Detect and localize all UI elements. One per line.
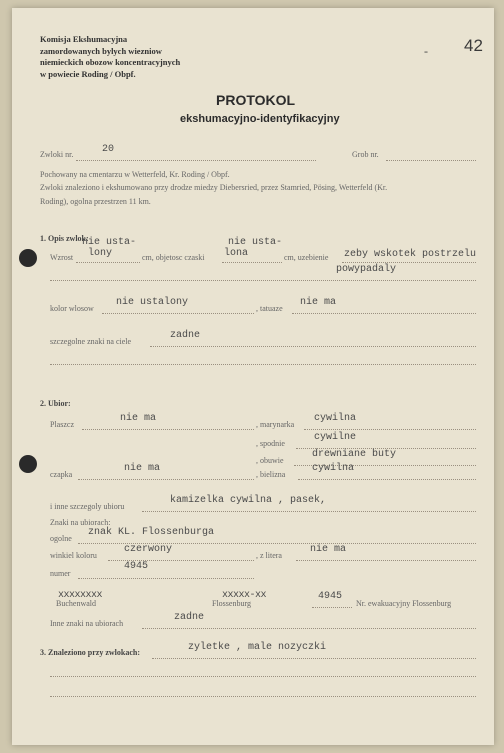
bielizna-value: cywilna [312, 463, 355, 474]
inne-znaki-value: zadne [174, 612, 205, 623]
czaszka-value-line2: lona [224, 248, 249, 259]
szczegolne-znaki-label: szczegolne znaki na ciele [50, 337, 132, 346]
ewakuacyjny-value: 4945 [318, 591, 343, 602]
czaszka-value-line1: nie usta- [228, 237, 283, 248]
flossenburg-strikeout: xxxxx-xx [222, 590, 267, 601]
cm-uzebienie-label: cm, uzebienie [284, 253, 329, 262]
znaki-na-ubiorach-label: Znaki na ubiorach: [50, 518, 111, 527]
inne-szczegoly-label: i inne szczegoly ubioru [50, 502, 125, 511]
znaleziono-value: zyletke , male nozyczki [188, 642, 327, 653]
litera-label: , z litera [256, 551, 282, 560]
punch-hole-top [19, 249, 37, 267]
protocol-sheet [12, 8, 494, 745]
szczegolne-znaki-value: zadne [170, 330, 201, 341]
winkiel-value: czerwony [124, 544, 173, 555]
page-number: 42 [464, 36, 483, 55]
buchenwald-strikeout: xxxxxxxx [58, 590, 103, 601]
numer-label: numer [50, 569, 71, 578]
header-line-3: niemieckich obozow koncentracyjnych [40, 57, 181, 67]
ogolne-label: ogolne [50, 534, 72, 543]
document-subtitle: ekshumacyjno-identyfikacyjny [180, 113, 340, 125]
inne-znaki-label: Inne znaki na ubiorach [50, 619, 124, 628]
znaleziono-text-1: Zwloki znaleziono i ekshumowano przy drodze miedzy Diebersried, przez Stamried, Pösing, Wetterfeld (Kr. [40, 183, 388, 192]
uzebienie-value-line2: powypadaly [336, 264, 397, 275]
kolor-wlosow-value: nie ustalony [116, 297, 189, 308]
obuwie-label: , obuwie [256, 456, 284, 465]
flossenburg-label: Flossenburg [212, 599, 251, 608]
inne-szczegoly-value: kamizelka cywilna , pasek, [170, 495, 327, 506]
tatuaze-label: , tatuaze [256, 304, 283, 313]
uzebienie-value-line1: zeby wskotek postrzelu [344, 249, 477, 260]
spodnie-label: , spodnie [256, 439, 285, 448]
marynarka-value: cywilna [314, 413, 357, 424]
zwloki-label: Zwloki nr. [40, 150, 74, 159]
ogolne-value: znak KL. Flossenburga [88, 527, 215, 538]
wzrost-label: Wzrost [50, 253, 74, 262]
czapka-label: czapka [50, 470, 73, 479]
zwloki-value: 20 [102, 144, 115, 155]
commission-header [40, 34, 180, 80]
header-line-1: Komisja Ekshumacyjna [40, 34, 128, 44]
ewakuacyjny-label: Nr. ewakuacyjny Flossenburg [356, 599, 452, 608]
cm-objetosc-label: cm, objetosc czaski [142, 253, 205, 262]
litera-value: nie ma [310, 544, 347, 555]
marynarka-label: , marynarka [256, 420, 295, 429]
section-znaleziono: 3. Znaleziono przy zwlokach: [40, 648, 140, 657]
wzrost-value-line1: nie usta- [82, 237, 137, 248]
plaszcz-value: nie ma [120, 413, 157, 424]
buchenwald-label: Buchenwald [56, 599, 96, 608]
czapka-value: nie ma [124, 463, 161, 474]
tatuaze-value: nie ma [300, 297, 337, 308]
plaszcz-label: Plaszcz [50, 420, 74, 429]
winkiel-label: winkiel koloru [50, 551, 97, 560]
pochowany-text: Pochowany na cmentarzu w Wetterfeld, Kr. Roding / Obpf. [40, 170, 230, 179]
section-ubior: 2. Ubior: [40, 399, 71, 408]
page-mark: - [424, 44, 428, 58]
numer-value: 4945 [124, 561, 149, 572]
obuwie-value: drewniane buty [312, 449, 397, 460]
section-opis-zwlok: 1. Opis zwlok: [40, 234, 89, 243]
header-line-4: w powiecie Roding / Obpf. [40, 68, 136, 79]
kolor-wlosow-label: kolor wlosow [50, 304, 94, 313]
punch-hole-bottom [19, 455, 37, 473]
znaleziono-text-2: Roding), ogolna przestrzen 11 km. [40, 197, 151, 206]
grob-label: Grob nr. [352, 150, 379, 159]
bielizna-label: , bielizna [256, 470, 286, 479]
spodnie-value: cywilne [314, 432, 357, 443]
wzrost-value-line2: lony [88, 248, 113, 259]
header-line-2: zamordowanych bylych wiezniow [40, 45, 162, 56]
document-title: PROTOKOL [216, 92, 296, 108]
